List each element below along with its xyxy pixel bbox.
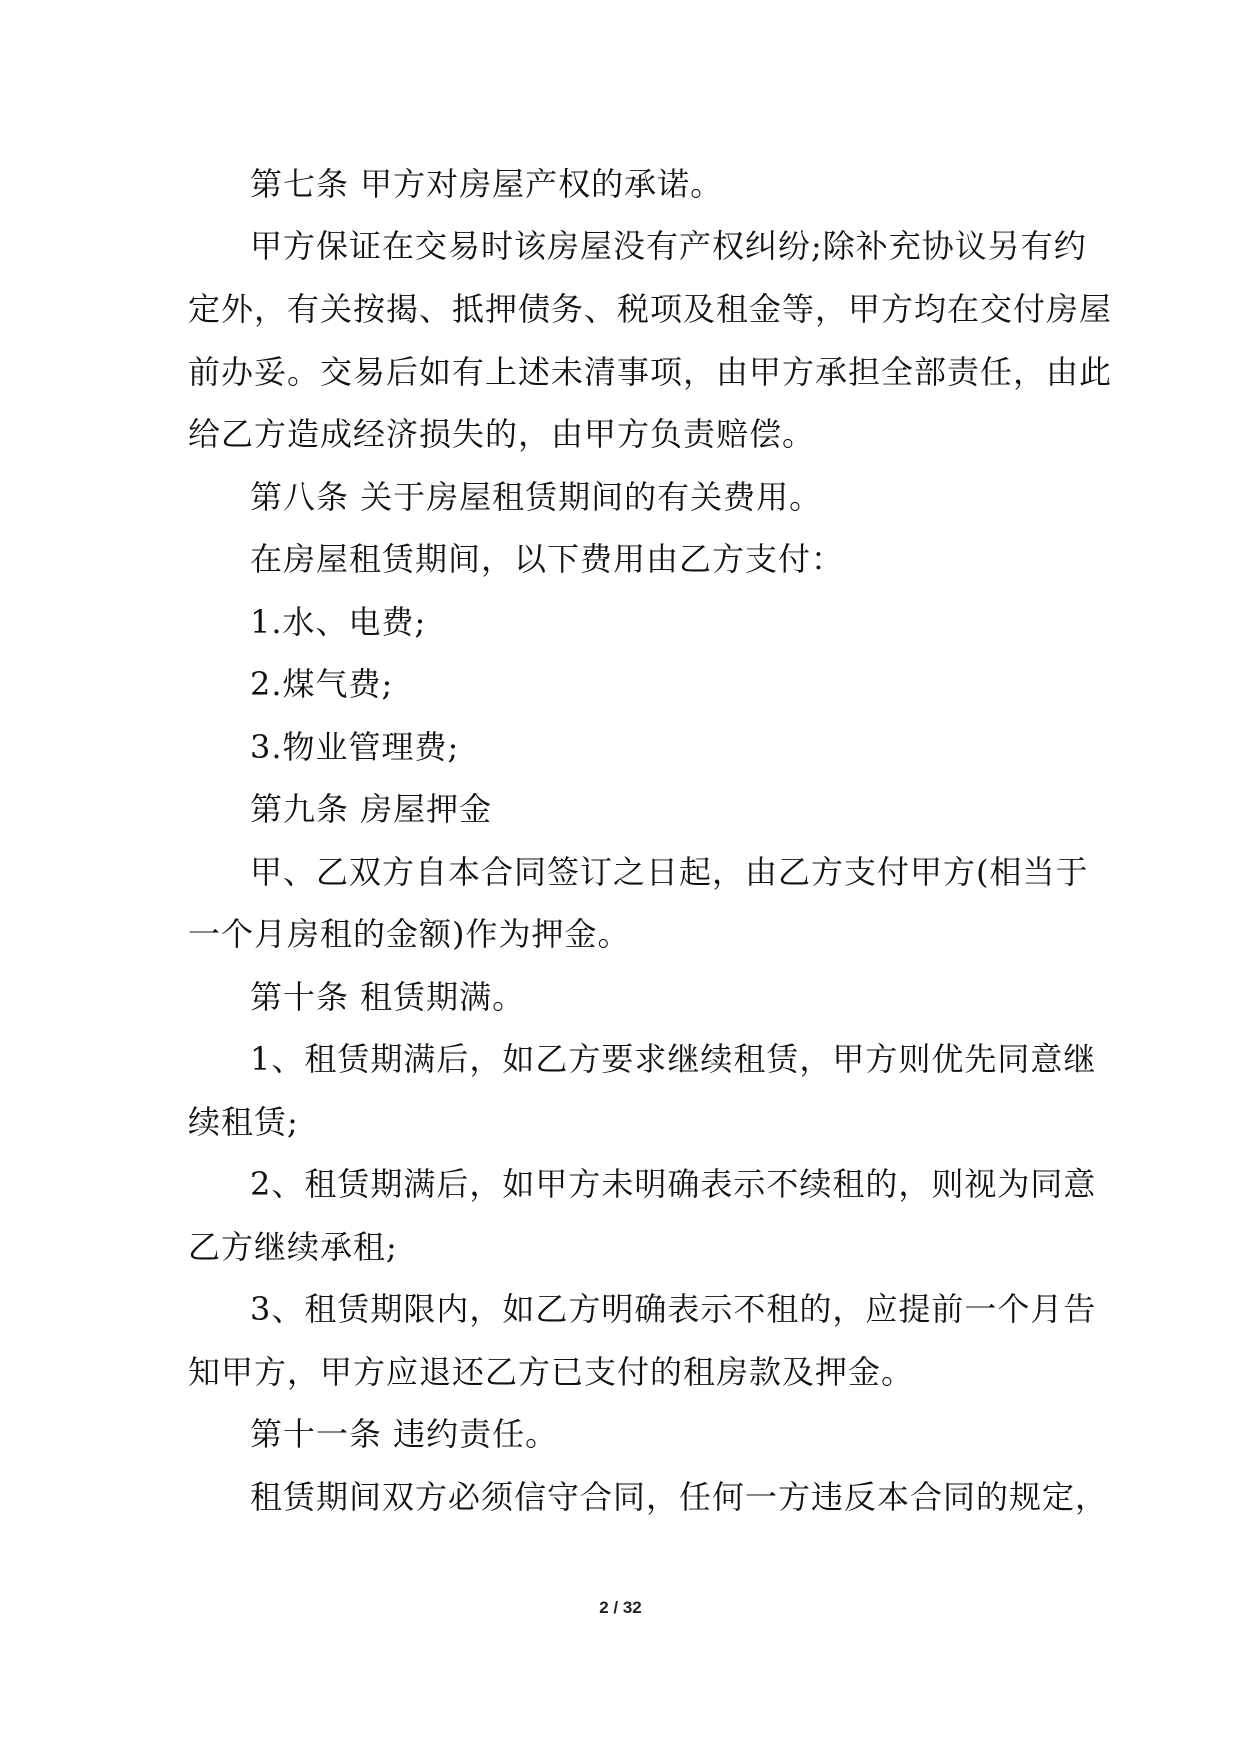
paragraph-line: 乙方继续承租; — [188, 1228, 398, 1266]
article-8-heading: 第八条 关于房屋租赁期间的有关费用。 — [250, 478, 823, 516]
paragraph-line: 甲、乙双方自本合同签订之日起，由乙方支付甲方(相当于 — [250, 853, 1089, 891]
list-item: 2.煤气费; — [250, 665, 394, 703]
list-item: 3.物业管理费; — [250, 728, 460, 766]
list-item: 1.水、电费; — [250, 603, 427, 641]
paragraph-line: 定外，有关按揭、抵押债务、税项及租金等，甲方均在交付房屋 — [188, 290, 1113, 328]
article-9-heading: 第九条 房屋押金 — [250, 790, 493, 828]
paragraph-line: 甲方保证在交易时该房屋没有产权纠纷;除补充协议另有约 — [250, 227, 1087, 265]
paragraph-line: 前办妥。交易后如有上述未清事项，由甲方承担全部责任，由此 — [188, 353, 1113, 391]
paragraph-line: 知甲方，甲方应退还乙方已支付的租房款及押金。 — [188, 1353, 915, 1391]
paragraph-line: 续租赁; — [188, 1103, 299, 1141]
article-7-heading: 第七条 甲方对房屋产权的承诺。 — [250, 165, 724, 203]
paragraph-line: 3、租赁期限内，如乙方明确表示不租的，应提前一个月告 — [250, 1290, 1097, 1328]
page-number: 2 / 32 — [599, 1598, 642, 1617]
paragraph-line: 在房屋租赁期间，以下费用由乙方支付： — [250, 540, 845, 578]
article-10-heading: 第十条 租赁期满。 — [250, 978, 526, 1016]
paragraph-line: 一个月房租的金额)作为押金。 — [188, 915, 631, 953]
paragraph-line: 租赁期间双方必须信守合同，任何一方违反本合同的规定， — [250, 1478, 1109, 1516]
paragraph-line: 给乙方造成经济损失的，由甲方负责赔偿。 — [188, 415, 816, 453]
article-11-heading: 第十一条 违约责任。 — [250, 1415, 559, 1453]
paragraph-line: 1、租赁期满后，如乙方要求继续租赁，甲方则优先同意继 — [250, 1040, 1097, 1078]
paragraph-line: 2、租赁期满后，如甲方未明确表示不续租的，则视为同意 — [250, 1165, 1097, 1203]
